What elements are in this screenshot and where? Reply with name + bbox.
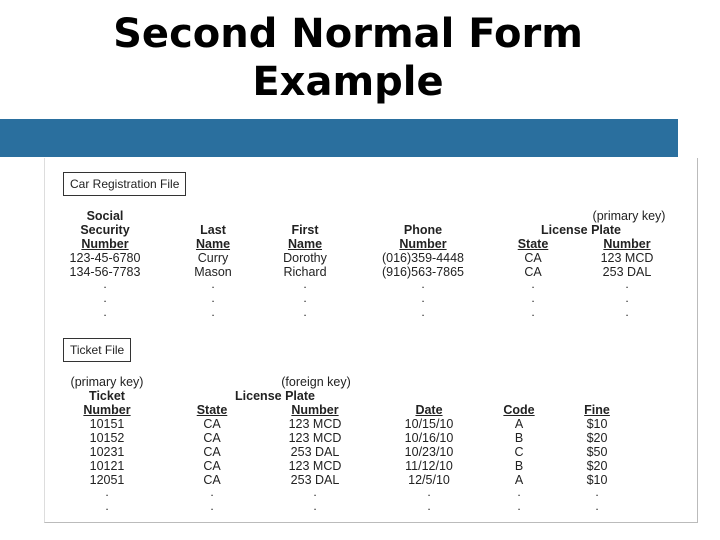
table-cell: 10151: [89, 417, 125, 431]
ellipsis-dot: .: [313, 485, 317, 499]
table-cell: C: [514, 445, 524, 459]
title-line-2: Example: [252, 59, 444, 105]
table-cell: Curry: [197, 251, 229, 265]
ellipsis-dot: .: [595, 499, 599, 513]
table-cell: 11/12/10: [405, 459, 453, 473]
ellipsis-dot: .: [427, 485, 431, 499]
table-cell: 253 DAL: [290, 445, 340, 459]
column-header-line: Security: [80, 223, 130, 237]
table-cell: 12051: [89, 473, 125, 487]
ticket-license-plate-header: License Plate: [235, 389, 315, 403]
table-cell: 123 MCD: [600, 251, 654, 265]
column-header: Number: [291, 403, 339, 417]
table-cell: A: [514, 417, 524, 431]
ellipsis-dot: .: [625, 305, 629, 319]
table-cell: Dorothy: [283, 251, 327, 265]
column-header: Number: [81, 237, 129, 251]
ellipsis-dot: .: [303, 291, 307, 305]
table-cell: $10: [586, 417, 608, 431]
ellipsis-dot: .: [210, 499, 214, 513]
table-cell: $10: [586, 473, 608, 487]
table-cell: 253 DAL: [290, 473, 340, 487]
table-cell: Mason: [194, 265, 232, 279]
table-cell: CA: [524, 265, 542, 279]
table-cell: 10/15/10: [404, 417, 454, 431]
column-header: Number: [603, 237, 651, 251]
ellipsis-dot: .: [421, 305, 425, 319]
column-header-line: First: [291, 223, 319, 237]
column-header: Name: [287, 237, 323, 251]
table-cell: 123-45-6780: [69, 251, 141, 265]
ellipsis-dot: .: [210, 485, 214, 499]
ellipsis-dot: .: [211, 277, 215, 291]
ellipsis-dot: .: [625, 291, 629, 305]
table-cell: 10231: [89, 445, 125, 459]
table-cell: Richard: [283, 265, 327, 279]
ellipsis-dot: .: [303, 277, 307, 291]
table-cell: B: [514, 459, 524, 473]
ellipsis-dot: .: [211, 291, 215, 305]
column-header: Number: [399, 237, 447, 251]
table-cell: 134-56-7783: [69, 265, 141, 279]
ellipsis-dot: .: [303, 305, 307, 319]
ticket-primary-key-note: (primary key): [70, 375, 144, 389]
table-cell: 10/23/10: [404, 445, 454, 459]
table-cell: B: [514, 431, 524, 445]
table-cell: 123 MCD: [288, 459, 342, 473]
table-cell: 10121: [89, 459, 125, 473]
ellipsis-dot: .: [105, 485, 109, 499]
ellipsis-dot: .: [427, 499, 431, 513]
table-cell: CA: [203, 459, 221, 473]
table-cell: 123 MCD: [288, 417, 342, 431]
column-header: State: [196, 403, 228, 417]
column-header-line: Phone: [403, 223, 443, 237]
car-primary-key-note: (primary key): [592, 209, 666, 223]
table-cell: CA: [203, 431, 221, 445]
table-cell: 253 DAL: [602, 265, 652, 279]
table-cell: CA: [203, 417, 221, 431]
table-cell: 10152: [89, 431, 125, 445]
table-cell: CA: [203, 445, 221, 459]
ellipsis-dot: .: [103, 277, 107, 291]
ellipsis-dot: .: [531, 291, 535, 305]
ellipsis-dot: .: [531, 305, 535, 319]
table-cell: (916)563-7865: [381, 265, 465, 279]
slide-title: [0, 10, 696, 106]
ellipsis-dot: .: [531, 277, 535, 291]
column-header: Date: [415, 403, 443, 417]
table-cell: 123 MCD: [288, 431, 342, 445]
accent-bar: [0, 119, 678, 157]
column-header-line: Last: [200, 223, 226, 237]
ellipsis-dot: .: [103, 305, 107, 319]
ellipsis-dot: .: [105, 499, 109, 513]
column-header: Name: [195, 237, 231, 251]
ticket-file-label: Ticket File: [63, 338, 131, 362]
table-cell: 10/16/10: [404, 431, 454, 445]
table-cell: 12/5/10: [408, 473, 450, 487]
car-registration-file-label: Car Registration File: [63, 172, 186, 196]
ellipsis-dot: .: [421, 291, 425, 305]
column-header: Number: [83, 403, 131, 417]
ellipsis-dot: .: [625, 277, 629, 291]
table-cell: A: [514, 473, 524, 487]
car-license-plate-header: License Plate: [541, 223, 621, 237]
ellipsis-dot: .: [313, 499, 317, 513]
table-cell: $20: [586, 459, 608, 473]
scanned-tables: [44, 158, 698, 523]
ellipsis-dot: .: [595, 485, 599, 499]
column-header: Fine: [584, 403, 610, 417]
title-line-1: Second Normal Form: [113, 11, 583, 57]
table-cell: $50: [586, 445, 608, 459]
column-header: Code: [503, 403, 535, 417]
table-cell: CA: [524, 251, 542, 265]
column-header-line: Social: [86, 209, 124, 223]
column-header-line: Ticket: [89, 389, 125, 403]
column-header: State: [517, 237, 549, 251]
table-cell: $20: [586, 431, 608, 445]
ellipsis-dot: .: [421, 277, 425, 291]
table-cell: CA: [203, 473, 221, 487]
table-cell: (016)359-4448: [381, 251, 465, 265]
ellipsis-dot: .: [517, 499, 521, 513]
ellipsis-dot: .: [517, 485, 521, 499]
ellipsis-dot: .: [211, 305, 215, 319]
ticket-foreign-key-note: (foreign key): [281, 375, 351, 389]
ellipsis-dot: .: [103, 291, 107, 305]
